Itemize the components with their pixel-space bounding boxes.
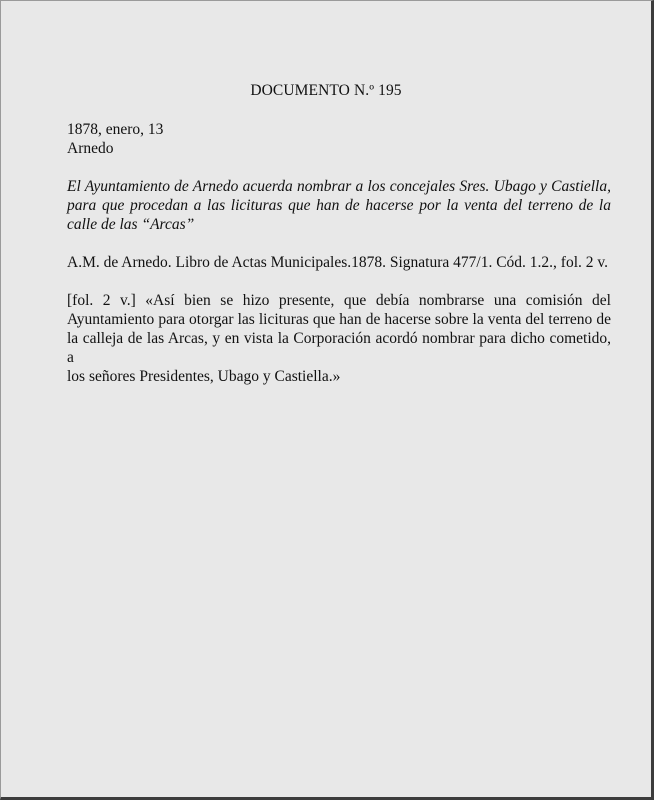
document-content xyxy=(67,120,611,386)
date-place-block xyxy=(67,120,611,158)
summary-line: para que procedan a las licituras que han de hacerse por la venta del terreno de la xyxy=(67,197,611,214)
document-place: Arnedo xyxy=(67,140,114,157)
transcription-text xyxy=(67,291,611,386)
transcription-line: Ayuntamiento para otorgar las licituras que han de hacerse sobre la venta del terreno de xyxy=(67,311,611,328)
summary-line: calle de las “Arcas” xyxy=(67,216,195,233)
document-date: 1878, enero, 13 xyxy=(67,121,164,138)
archival-source: A.M. de Arnedo. Libro de Actas Municipales.1878. Signatura 477/1. Cód. 1.2., fol. 2 v. xyxy=(67,254,608,271)
summary-line: El Ayuntamiento de Arnedo acuerda nombrar a los concejales Sres. Ubago y Castiella, xyxy=(67,178,611,195)
document-title: DOCUMENTO N.º 195 xyxy=(250,82,402,99)
transcription-line: la calleja de las Arcas, y en vista la Corporación acordó nombrar para dicho cometido, a xyxy=(67,330,611,366)
transcription-line: [fol. 2 v.] «Así bien se hizo presente, que debía nombrarse una comisión del xyxy=(67,292,611,309)
document-summary xyxy=(67,177,611,234)
transcription-line: los señores Presidentes, Ubago y Castiella.» xyxy=(67,368,341,385)
